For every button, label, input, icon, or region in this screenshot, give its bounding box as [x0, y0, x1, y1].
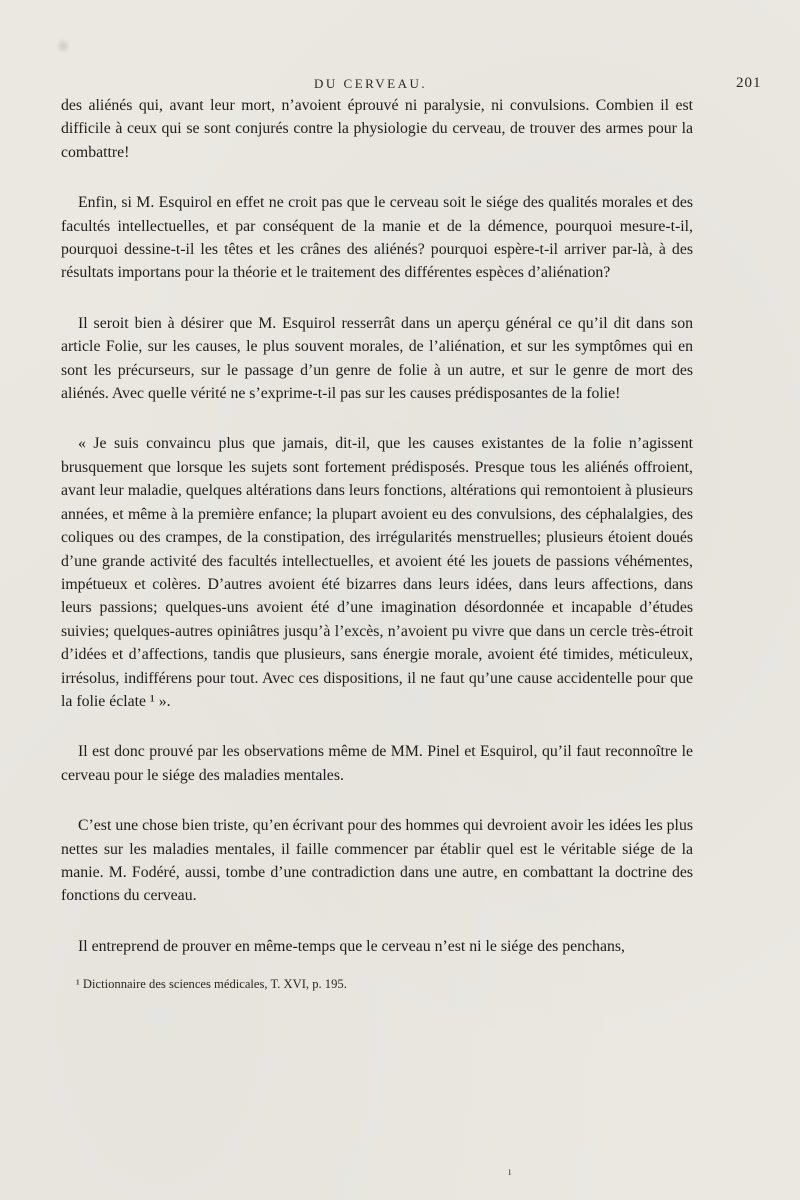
body-text [61, 94, 693, 958]
paragraph-3: Il seroit bien à désirer que M. Esquirol resserrât dans un aperçu général ce qu’il dit dans son article Folie, sur les causes, le plus souvent morales, de l’aliénation, et sur les symptômes qui en sont les précurseurs, sur le passage d’un genre de folie à un autre, et sur le genre de mort des aliénés. Avec quelle vérité ne s’exprime-t-il pas sur les causes prédisposantes de la folie! [61, 314, 693, 403]
ink-smudge [56, 38, 70, 54]
paragraph-5: Il est donc prouvé par les observations même de MM. Pinel et Esquirol, qu’il faut reconnoître le cerveau pour le siége des maladies mentales. [61, 743, 693, 784]
footnote: ¹ Dictionnaire des sciences médicales, T. XVI, p. 195. [76, 977, 347, 991]
quotation-paragraph: « Je suis convaincu plus que jamais, dit-il, que les causes existantes de la folie n’agissent brusquement que lorsque les sujets sont fortement prédisposés. Presque tous les aliénés offroient, avant leur maladie, quelques altérations dans leurs fonctions, altérations qui remontoient à plusieurs années, et même à la première enfance; la plupart avoient eu des convulsions, des céphalalgies, des coliques ou des crampes, de la constipation, des irrégularités menstruelles; plusieurs étoient doués d’une grande activité des facultés intellectuelles, et avoient été les jouets de passions véhémentes, impétueux et colères. D’autres avoient été bizarres dans leurs idées, dans leurs affections, dans leurs passions; quelques-uns avoient été d’une imagination désordonnée et incapable d’études suivies; quelques-autres opiniâtres jusqu’à l’excès, n’avoient pu vivre que dans un cercle très-étroit d’idées et d’affections, tandis que plusieurs, sans énergie morale, avoient été timides, méticuleux, irrésolus, indifférens pour tout. Avec ces dispositions, il ne faut qu’une cause accidentelle pour que la folie éclate ¹ ». [61, 435, 693, 710]
paragraph-6: C’est une chose bien triste, qu’en écrivant pour des hommes qui devroient avoir les idées les plus nettes sur les maladies mentales, il faille commencer par établir quel est le véritable siége de la manie. M. Fodéré, aussi, tombe d’une contradiction dans une autre, en combattant la doctrine des fonctions du cerveau. [61, 817, 693, 905]
bottom-mark: ı [508, 1164, 512, 1178]
paragraph-2: Enfin, si M. Esquirol en effet ne croit pas que le cerveau soit le siége des qualités morales et des facultés intellectuelles, et par conséquent de la manie et de la démence, pourquoi mesure-t-il, pourquoi dessine-t-il les têtes et les crânes des aliénés? pourquoi espère-t-il arriver par-là, à des résultats importans pour la théorie et le traitement des différentes espèces d’aliénation? [61, 194, 693, 282]
running-title: DU CERVEAU. [314, 76, 428, 91]
paragraph-7: Il entreprend de prouver en même-temps que le cerveau n’est ni le siége des penchans, [78, 937, 625, 955]
paragraph-1: des aliénés qui, avant leur mort, n’avoient éprouvé ni paralysie, ni convulsions. Combien il est difficile à ceux qui se sont conjurés contre la physiologie du cerveau, de trouver des armes pour la combattre! [61, 97, 693, 161]
page-number: 201 [736, 75, 762, 91]
